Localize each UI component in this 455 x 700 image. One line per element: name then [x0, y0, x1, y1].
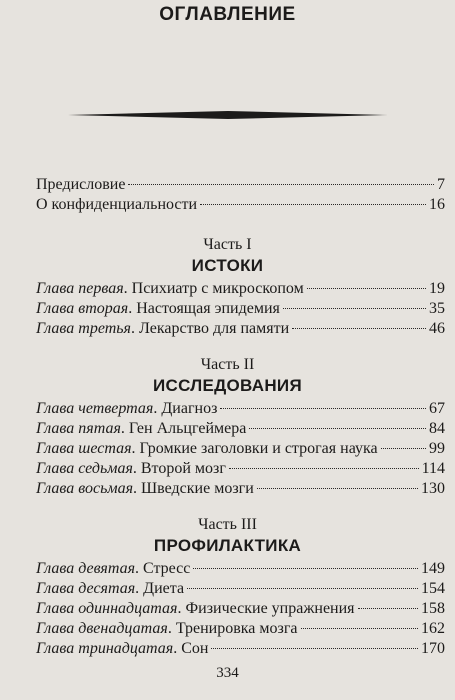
chapter-label: Глава десятая: [36, 580, 136, 597]
page-title: ОГЛАВЛЕНИЕ: [159, 4, 296, 25]
part-title: ИССЛЕДОВАНИЯ: [153, 376, 302, 395]
chapter-title: . Второй мозг: [132, 460, 226, 477]
dot-leader: [229, 468, 419, 469]
chapter-title: . Настоящая эпидемия: [128, 300, 280, 317]
chapter-title: . Шведские мозги: [133, 480, 254, 497]
dot-leader: [193, 568, 418, 569]
chapter-label: Глава восьмая: [36, 480, 134, 497]
chapter-title: . Диагноз: [153, 400, 218, 417]
dot-leader: [200, 204, 426, 205]
chapter-title: . Диета: [135, 580, 185, 597]
chapter-label: Глава девятая: [36, 560, 136, 577]
page-number: 334: [216, 665, 239, 681]
toc-entry-title: О конфиденциальности: [36, 196, 198, 213]
toc-entry-confidentiality[interactable]: [36, 196, 445, 218]
toc-entry-chapter[interactable]: [36, 280, 445, 302]
toc-entry-chapter[interactable]: [36, 640, 445, 662]
toc-entry-chapter[interactable]: [36, 580, 445, 602]
chapter-title: . Стресс: [135, 560, 191, 577]
toc-entry-page: 35: [429, 300, 445, 317]
toc-entry-page: 7: [437, 176, 445, 193]
toc-entry-chapter[interactable]: [36, 560, 445, 582]
toc-entry-page: 84: [429, 420, 445, 437]
toc-entry-page: 99: [429, 440, 445, 457]
chapter-label: Глава третья: [36, 320, 131, 337]
toc-entry-page: 130: [421, 480, 445, 497]
chapter-title: . Лекарство для памяти: [130, 320, 290, 337]
chapter-label: Глава вторая: [36, 300, 129, 317]
dot-leader: [128, 184, 434, 185]
chapter-title: . Психиатр с микроскопом: [123, 280, 304, 297]
dot-leader: [257, 488, 418, 489]
toc-entry-page: 19: [429, 280, 445, 297]
dot-leader: [187, 588, 418, 589]
divider-ornament: [68, 108, 388, 122]
chapter-label: Глава пятая: [36, 420, 121, 437]
toc-entry-chapter[interactable]: [36, 480, 445, 502]
dot-leader: [283, 308, 426, 309]
toc-entry-page: 16: [429, 196, 445, 213]
chapter-title: . Тренировка мозга: [167, 620, 298, 637]
toc-entry-page: 114: [421, 460, 445, 477]
chapter-label: Глава одиннадцатая: [36, 600, 178, 617]
part-number: Часть I: [203, 236, 252, 253]
part-title: ПРОФИЛАКТИКА: [153, 536, 302, 555]
toc-entry-page: 154: [421, 580, 445, 597]
dot-leader: [301, 628, 419, 629]
toc-entry-chapter[interactable]: [36, 440, 445, 462]
dot-leader: [220, 408, 426, 409]
dot-leader: [249, 428, 426, 429]
toc-entry-page: 67: [429, 400, 445, 417]
chapter-title: . Сон: [173, 640, 209, 657]
chapter-label: Глава шестая: [36, 440, 132, 457]
dot-leader: [358, 608, 418, 609]
toc-entry-chapter[interactable]: [36, 300, 445, 322]
toc-entry-page: 170: [421, 640, 445, 657]
dot-leader: [381, 448, 426, 449]
dot-leader: [307, 288, 426, 289]
chapter-title: . Физические упражнения: [177, 600, 355, 617]
toc-entry-page: 46: [429, 320, 445, 337]
dot-leader: [211, 648, 418, 649]
chapter-label: Глава четвертая: [36, 400, 154, 417]
toc-entry-chapter[interactable]: [36, 420, 445, 442]
chapter-label: Глава первая: [36, 280, 124, 297]
toc-entry-chapter[interactable]: [36, 400, 445, 422]
part-number: Часть II: [200, 356, 255, 373]
toc-entry-title: Предисловие: [36, 176, 126, 193]
part-number: Часть III: [198, 516, 257, 533]
dot-leader: [292, 328, 426, 329]
toc-entry-page: 158: [421, 600, 445, 617]
toc-entry-chapter[interactable]: [36, 320, 445, 342]
chapter-title: . Ген Альцгеймера: [120, 420, 247, 437]
toc-entry-page: 149: [421, 560, 445, 577]
toc-entry-chapter[interactable]: [36, 460, 445, 482]
chapter-label: Глава тринадцатая: [36, 640, 174, 657]
toc-entry-page: 162: [421, 620, 445, 637]
toc-entry-chapter[interactable]: [36, 620, 445, 642]
toc-entry-preface[interactable]: [36, 176, 445, 198]
chapter-label: Глава двенадцатая: [36, 620, 168, 637]
chapter-label: Глава седьмая: [36, 460, 133, 477]
chapter-title: . Громкие заголовки и строгая наука: [131, 440, 378, 457]
toc-entry-chapter[interactable]: [36, 600, 445, 622]
part-title: ИСТОКИ: [191, 256, 264, 275]
